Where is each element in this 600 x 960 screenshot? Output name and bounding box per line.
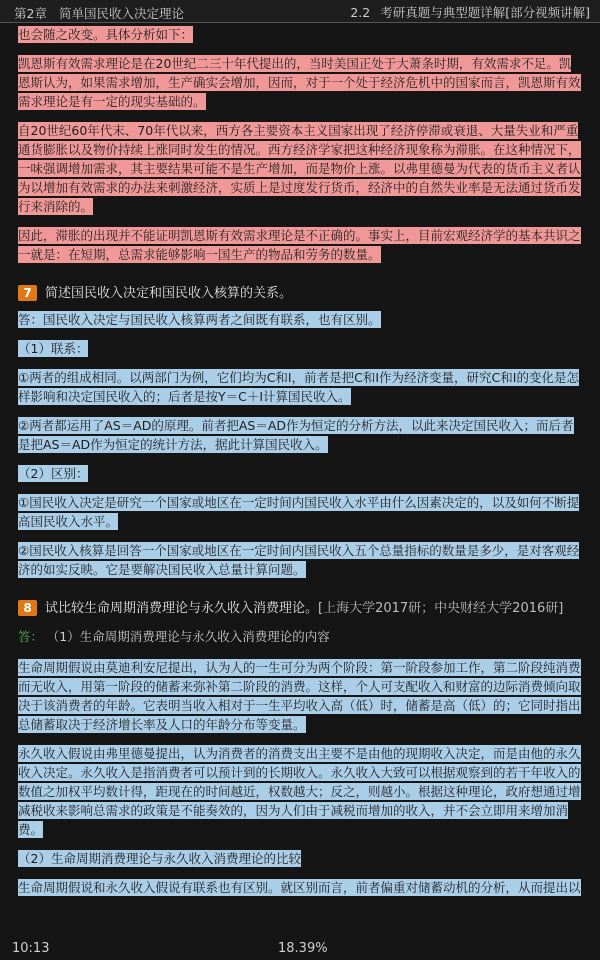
highlighted-text: （1）联系：	[18, 341, 89, 356]
highlighted-text: 自20世纪60年代末、70年代以来，西方各主要资本主义国家出现了经济停滞或衰退、大量失业和严重通货膨胀以及物价持续上涨同时发生的情况。西方经济学家把这种经济现象称为滞胀。在这种情况下，一味强调增加需求，其主要结果可能不是生产增加，而是物价上涨。以弗里德曼为代表的货币主义者认为以增加有效需求的办法来刺激经济，实质上是过度发行货币，经济中的自然失业率是无法通过货币发行来消除的。	[18, 123, 581, 214]
paragraph[interactable]	[18, 25, 582, 44]
highlighted-text: 生命周期假说和永久收入假说有联系也有区别。就区别而言，前者偏重对储蓄动机的分析，从而提出以	[18, 880, 581, 895]
answer-label: 答：	[18, 629, 44, 644]
question-number-badge: 8	[18, 600, 37, 616]
paragraph[interactable]	[18, 744, 582, 839]
answer-subheading: （1）生命周期消费理论与永久收入消费理论的内容	[53, 629, 330, 644]
status-bar	[0, 938, 600, 960]
highlighted-text: 答：国民收入决定与国民收入核算两者之间既有联系，也有区别。	[18, 312, 381, 327]
reading-progress: 18.39%	[278, 941, 328, 956]
highlighted-text: 也会随之改变。具体分析如下：	[18, 27, 194, 42]
question-7-heading	[18, 284, 582, 304]
chapter-label	[14, 3, 196, 23]
question-title: 简述国民收入决定和国民收入核算的关系。	[45, 286, 293, 301]
subheading[interactable]	[18, 849, 582, 868]
highlighted-text: 凯恩斯有效需求理论是在20世纪二三十年代提出的，当时美国正处于大萧条时期，有效需求不足。凯恩斯认为，如果需求增加，生产确实会增加，因而，对于一个处于经济危机中的国家而言，凯恩斯有效需求理论是有一定的现实基础的。	[18, 56, 581, 109]
highlighted-text: （2）区别：	[18, 466, 89, 481]
chapter-number: 第2章	[14, 6, 47, 21]
paragraph[interactable]	[18, 416, 582, 454]
subheading[interactable]	[18, 339, 582, 358]
clock: 10:13	[12, 941, 50, 956]
highlighted-text: 生命周期假说由莫迪利安尼提出，认为人的一生可分为两个阶段：第一阶段参加工作，第二阶段纯消费而无收入，用第一阶段的储蓄来弥补第二阶段的消费。这样，个人可支配收入和财富的边际消费倾向取决于该消费者的年龄。它表明当收入相对于一生平均收入高（低）时，储蓄是高（低）的；它同时指出总储蓄取决于经济增长率及人口的年龄分布等变量。	[18, 660, 581, 732]
answer-intro[interactable]	[18, 310, 582, 329]
highlighted-text: （2）生命周期消费理论与永久收入消费理论的比较	[18, 851, 301, 866]
highlighted-text: ①两者的组成相同。以两部门为例，它们均为C和I，前者是把C和I作为经济变量，研究C和I的变化是怎样影响和决定国民收入的；后者是按Y＝C＋I计算国民收入。	[18, 370, 579, 404]
paragraph[interactable]	[18, 878, 582, 897]
question-source: [上海大学2017研；中央财经大学2016研]	[318, 601, 564, 616]
section-title: 考研真题与典型题详解[部分视频讲解]	[380, 5, 590, 20]
section-label	[340, 3, 590, 21]
highlighted-text: ②国民收入核算是回答一个国家或地区在一定时间内国民收入五个总量指标的数量是多少，是对客观经济的如实反映。它是要解决国民收入总量计算问题。	[18, 543, 580, 577]
paragraph[interactable]	[18, 54, 582, 111]
subheading[interactable]	[18, 464, 582, 483]
highlighted-text: ②两者都运用了AS＝AD的原理。前者把AS＝AD作为恒定的分析方法，以此来决定国民收入；而后者是把AS＝AD作为恒定的统计方法，据此计算国民收入。	[18, 418, 574, 452]
paragraph[interactable]	[18, 658, 582, 734]
reader-content[interactable]	[18, 24, 582, 897]
section-number: 2.2	[350, 5, 371, 20]
highlighted-text: 因此，滞胀的出现并不能证明凯恩斯有效需求理论是不正确的。事实上，目前宏观经济学的基本共识之一就是：在短期，总需求能够影响一国生产的物品和劳务的数量。	[18, 228, 581, 262]
paragraph[interactable]	[18, 121, 582, 216]
answer-heading	[18, 627, 582, 646]
question-number-badge: 7	[18, 285, 37, 301]
highlighted-text: 永久收入假说由弗里德曼提出，认为消费者的消费支出主要不是由他的现期收入决定，而是由他的永久收入决定。永久收入是指消费者可以预计到的长期收入。永久收入大致可以根据观察到的若干年收入的数值之加权平均数计得，距现在的时间越近，权数越大；反之，则越小。根据这种理论，政府想通过增减税收来影响总需求的政策是不能奏效的，因为人们由于减税而增加的收入，并不会立即用来增加消费。	[18, 746, 581, 837]
paragraph[interactable]	[18, 541, 582, 579]
paragraph[interactable]	[18, 493, 582, 531]
chapter-title: 简单国民收入决定理论	[58, 6, 184, 21]
question-8-heading	[18, 599, 582, 619]
question-title: 试比较生命周期消费理论与永久收入消费理论。	[45, 601, 319, 616]
page-header	[0, 0, 600, 23]
paragraph[interactable]	[18, 226, 582, 264]
paragraph[interactable]	[18, 368, 582, 406]
highlighted-text: ①国民收入决定是研究一个国家或地区在一定时间内国民收入水平由什么因素决定的，以及如何不断提高国民收入水平。	[18, 495, 580, 529]
